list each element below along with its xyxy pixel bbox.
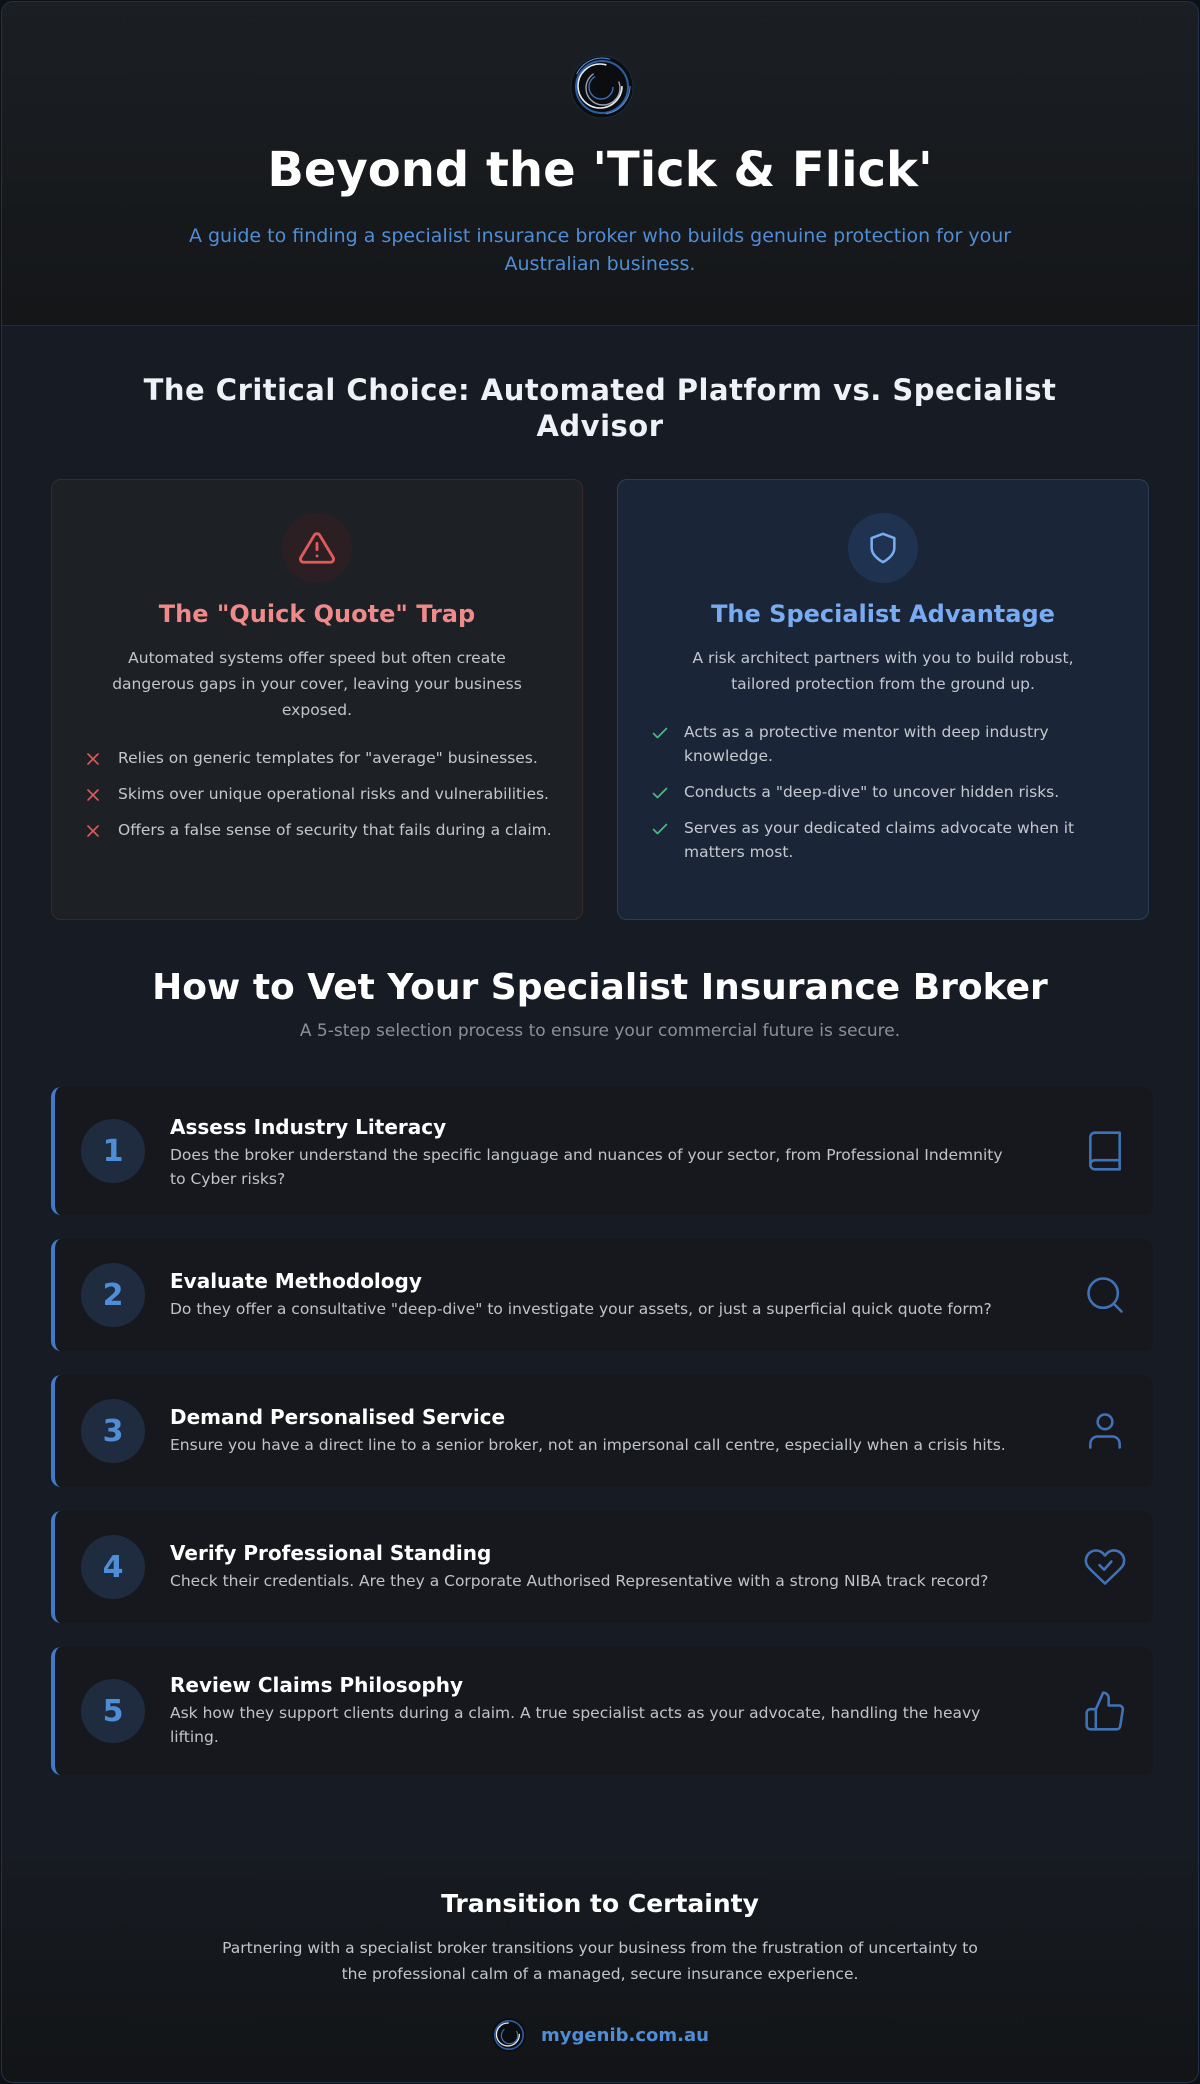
step-description: Check their credentials. Are they a Corporate Authorised Representative with a strong NIBA track record? <box>170 1572 989 1590</box>
check-icon <box>652 822 668 836</box>
logo-icon <box>569 54 635 120</box>
page-frame <box>1 1 1199 2083</box>
step-title: Evaluate Methodology <box>170 1269 422 1293</box>
step-number: 2 <box>81 1263 145 1327</box>
cross-icon <box>86 752 100 766</box>
cross-icon <box>86 824 100 838</box>
comparison-title: The Critical Choice: Automated Platform vs. Specialist Advisor <box>143 373 1057 443</box>
warning-icon <box>298 529 336 567</box>
step-title: Review Claims Philosophy <box>170 1673 464 1697</box>
search-icon <box>1083 1273 1127 1317</box>
step-description: Ensure you have a direct line to a senior broker, not an impersonal call centre, especially when a crisis hits. <box>170 1436 1006 1454</box>
specialist-advantage-card <box>617 479 1149 920</box>
website-link[interactable]: mygenib.com.au <box>541 2024 709 2046</box>
list-item <box>652 816 1118 864</box>
step-description: Ask how they support clients during a claim. A true specialist acts as your advocate, handling the heavy lifting. <box>170 1704 981 1746</box>
trap-point-text: Offers a false sense of security that fails during a claim. <box>118 821 552 839</box>
thumbs-up-icon <box>1083 1689 1127 1733</box>
vetting-title: How to Vet Your Specialist Insurance Broker <box>152 967 1048 1008</box>
page-title: Beyond the 'Tick & Flick' <box>267 142 933 198</box>
shield-icon <box>866 531 900 565</box>
advantage-point-text: Acts as a protective mentor with deep industry knowledge. <box>684 723 1049 765</box>
trap-point-text: Relies on generic templates for "average" businesses. <box>118 749 538 767</box>
advantage-point-text: Conducts a "deep-dive" to uncover hidden risks. <box>684 783 1060 801</box>
advantage-description: A risk architect partners with you to build robust, tailored protection from the ground up. <box>692 649 1074 693</box>
advantage-point-text: Serves as your dedicated claims advocate when it matters most. <box>684 819 1075 861</box>
cross-icon <box>86 788 100 802</box>
step-title: Demand Personalised Service <box>170 1405 506 1429</box>
footer <box>2 1847 1198 2083</box>
footer-title: Transition to Certainty <box>441 1889 759 1918</box>
header <box>2 2 1198 326</box>
step-card <box>51 1239 1153 1351</box>
advantage-points <box>652 720 1118 876</box>
step-card <box>51 1375 1153 1487</box>
list-item <box>86 782 552 806</box>
check-icon <box>652 726 668 740</box>
footer-text: Partnering with a specialist broker transitions your business from the frustration of uncertainty to the professional calm of a managed, secure insurance experience. <box>222 1939 978 1983</box>
step-title: Assess Industry Literacy <box>170 1115 447 1139</box>
advantage-title: The Specialist Advantage <box>711 600 1055 628</box>
user-icon <box>1083 1409 1127 1453</box>
trap-point-text: Skims over unique operational risks and vulnerabilities. <box>118 785 549 803</box>
footer-brand <box>2 2017 1198 2053</box>
step-number: 3 <box>81 1399 145 1463</box>
list-item <box>86 746 552 770</box>
heart-check-icon <box>1083 1545 1127 1589</box>
step-card <box>51 1647 1153 1775</box>
vetting-subtitle: A 5-step selection process to ensure your commercial future is secure. <box>299 1021 901 1041</box>
trap-points <box>86 746 552 854</box>
step-description: Does the broker understand the specific language and nuances of your sector, from Professional Indemnity to Cyber risks? <box>170 1146 1003 1188</box>
step-card <box>51 1087 1153 1215</box>
list-item <box>652 720 1118 768</box>
step-number: 1 <box>81 1119 145 1183</box>
step-title: Verify Professional Standing <box>170 1541 492 1565</box>
trap-title: The "Quick Quote" Trap <box>158 600 476 628</box>
step-number: 5 <box>81 1679 145 1743</box>
step-number: 4 <box>81 1535 145 1599</box>
warning-icon-badge <box>282 513 352 583</box>
list-item <box>86 818 552 842</box>
step-card <box>51 1511 1153 1623</box>
quick-quote-trap-card <box>51 479 583 920</box>
shield-icon-badge <box>848 513 918 583</box>
step-description: Do they offer a consultative "deep-dive" to investigate your assets, or just a superficial quick quote form? <box>170 1300 992 1318</box>
list-item <box>652 780 1118 804</box>
check-icon <box>652 786 668 800</box>
logo-icon <box>491 2017 527 2053</box>
book-icon <box>1083 1129 1127 1173</box>
page-subtitle: A guide to finding a specialist insurance broker who builds genuine protection for your Australian business. <box>188 225 1012 275</box>
trap-description: Automated systems offer speed but often create dangerous gaps in your cover, leaving your business exposed. <box>112 649 522 719</box>
